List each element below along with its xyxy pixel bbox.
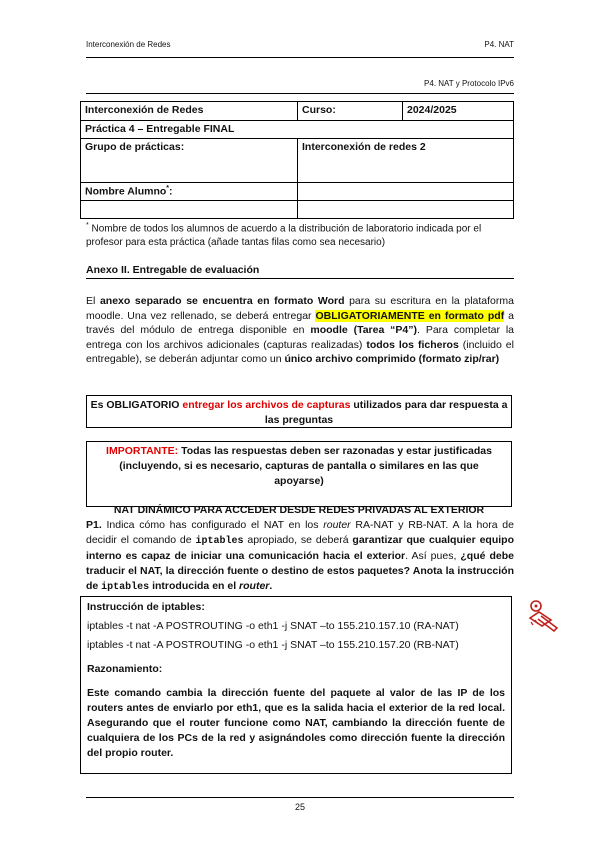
question-text: Indica cómo has configurado el NAT en los [101,519,324,531]
question-number: P1. [86,519,102,531]
intro-paragraph [86,294,514,367]
group-value: Interconexión de redes 2 [302,141,426,153]
reasoning-text: Este comando cambia la dirección fuente del paquete al valor de las IP de los routers antes de enviarlo por eth1, que es la salida hacia el exterior de la red local. Asegurando que el router funcione como NAT, cambiando la dirección fuente de cualquiera de los PCs de la red y asignándoles como dirección fuente la dirección del propio router. [87,687,505,759]
course-label-cell: Curso: [298,102,403,121]
intro-text: para su escritura en la plataforma moodle. Una vez rellenado, se deberá entregar [86,295,514,322]
intro-text: (incluido el entregable), se deberán adjuntar como un [86,338,514,365]
obligatorio-text: Es OBLIGATORIO [90,399,183,411]
section-title: NAT DINÁMICO PARA ACCEDER DESDE REDES PRIVADAS AL EXTERIOR [113,504,485,516]
group-label-cell [81,139,298,183]
obligatorio-box [86,395,512,428]
student-label-colon: : [169,185,173,198]
importante-text [95,444,503,489]
annex-rule [86,278,514,279]
header-subtitle: P4. NAT y Protocolo IPv6 [424,79,514,88]
question-text: . Así pues, [405,550,461,562]
importante-box [86,441,512,516]
footnote-star: * [86,222,89,229]
intro-bold: todos los ficheros [366,338,459,351]
header-subtitle-rule [86,93,514,94]
header-left: Interconexión de Redes [86,40,171,49]
question-italic: router [323,519,351,531]
instruction-label: Instrucción de iptables: [87,601,205,613]
question-code: iptables [101,582,150,593]
intro-text: a través del módulo de entrega disponible en [86,309,514,336]
question-bold: ¿qué debe traducir el NAT, la dirección fuente o destino de estos paquetes? Anota la instrucción de [86,550,514,592]
footnote [86,219,514,250]
group-value-cell [298,139,514,183]
intro-highlight: OBLIGATORIAMENTE en formato pdf [315,309,505,322]
annex-title: Anexo II. Entregable de evaluación [86,264,260,276]
page-number: 25 [294,802,305,812]
edit-pencil-icon [527,598,561,636]
student-label: Nombre Alumno [85,185,167,198]
question-p1 [86,518,514,595]
intro-text: El [86,295,100,307]
reasoning-label: Razonamiento: [87,663,163,675]
subject-cell: Interconexión de Redes [81,102,298,121]
student-label-star: * [166,185,170,192]
student-extra-value-cell [298,201,514,219]
question-bold: garantizar que cualquier equipo interno es capaz de iniciar una comunicación hacia el exterior [86,534,514,562]
intro-bold: único archivo comprimido (formato zip/rar) [284,353,500,365]
course-value-cell: 2024/2025 [403,102,514,121]
question-text: apropiado, se deberá [243,534,353,546]
question-text: RA-NAT y RB-NAT. A la hora de decidir el comando de [86,519,514,546]
intro-text: . Para completar la entrega con los archivos adicionales (capturas realizadas) [86,324,515,351]
intro-bold: moodle (Tarea “P4”) [310,324,418,336]
question-bold: introducida en el [149,580,240,592]
importante-label: IMPORTANTE: [106,445,179,457]
footer-rule [86,797,514,798]
obligatorio-red-text: entregar los archivos de capturas [182,399,351,411]
footnote-text: Nombre de todos los alumnos de acuerdo a la distribución de laboratorio indicada por el profesor para esta práctica (añade tantas filas como sea necesario) [86,223,482,249]
obligatorio-text: utilizados para dar respuesta a las preguntas [264,399,508,426]
group-label: Grupo de prácticas: [85,141,185,153]
info-table [80,101,514,219]
question-bold: . [269,580,273,592]
header-rule [86,57,514,58]
iptables-command-ra: iptables -t nat -A POSTROUTING -o eth1 -j SNAT –to 155.210.157.10 (RA-NAT) [87,620,459,632]
student-value-cell [298,183,514,201]
importante-body: Todas las respuestas deben ser razonadas y estar justificadas (incluyendo, si es necesario, capturas de pantalla o similares en las que apoyarse) [119,445,492,487]
practice-title-cell: Práctica 4 – Entregable FINAL [81,121,514,139]
iptables-command-rb: iptables -t nat -A POSTROUTING -o eth1 -j SNAT –to 155.210.157.20 (RB-NAT) [87,639,459,651]
answer-box [80,596,512,774]
student-label-cell [81,183,298,201]
header-right: P4. NAT [484,40,514,49]
student-extra-cell [81,201,298,219]
question-code: iptables [195,536,244,547]
intro-bold: anexo separado se encuentra en formato Word [99,295,345,307]
question-italic: router [239,580,270,592]
